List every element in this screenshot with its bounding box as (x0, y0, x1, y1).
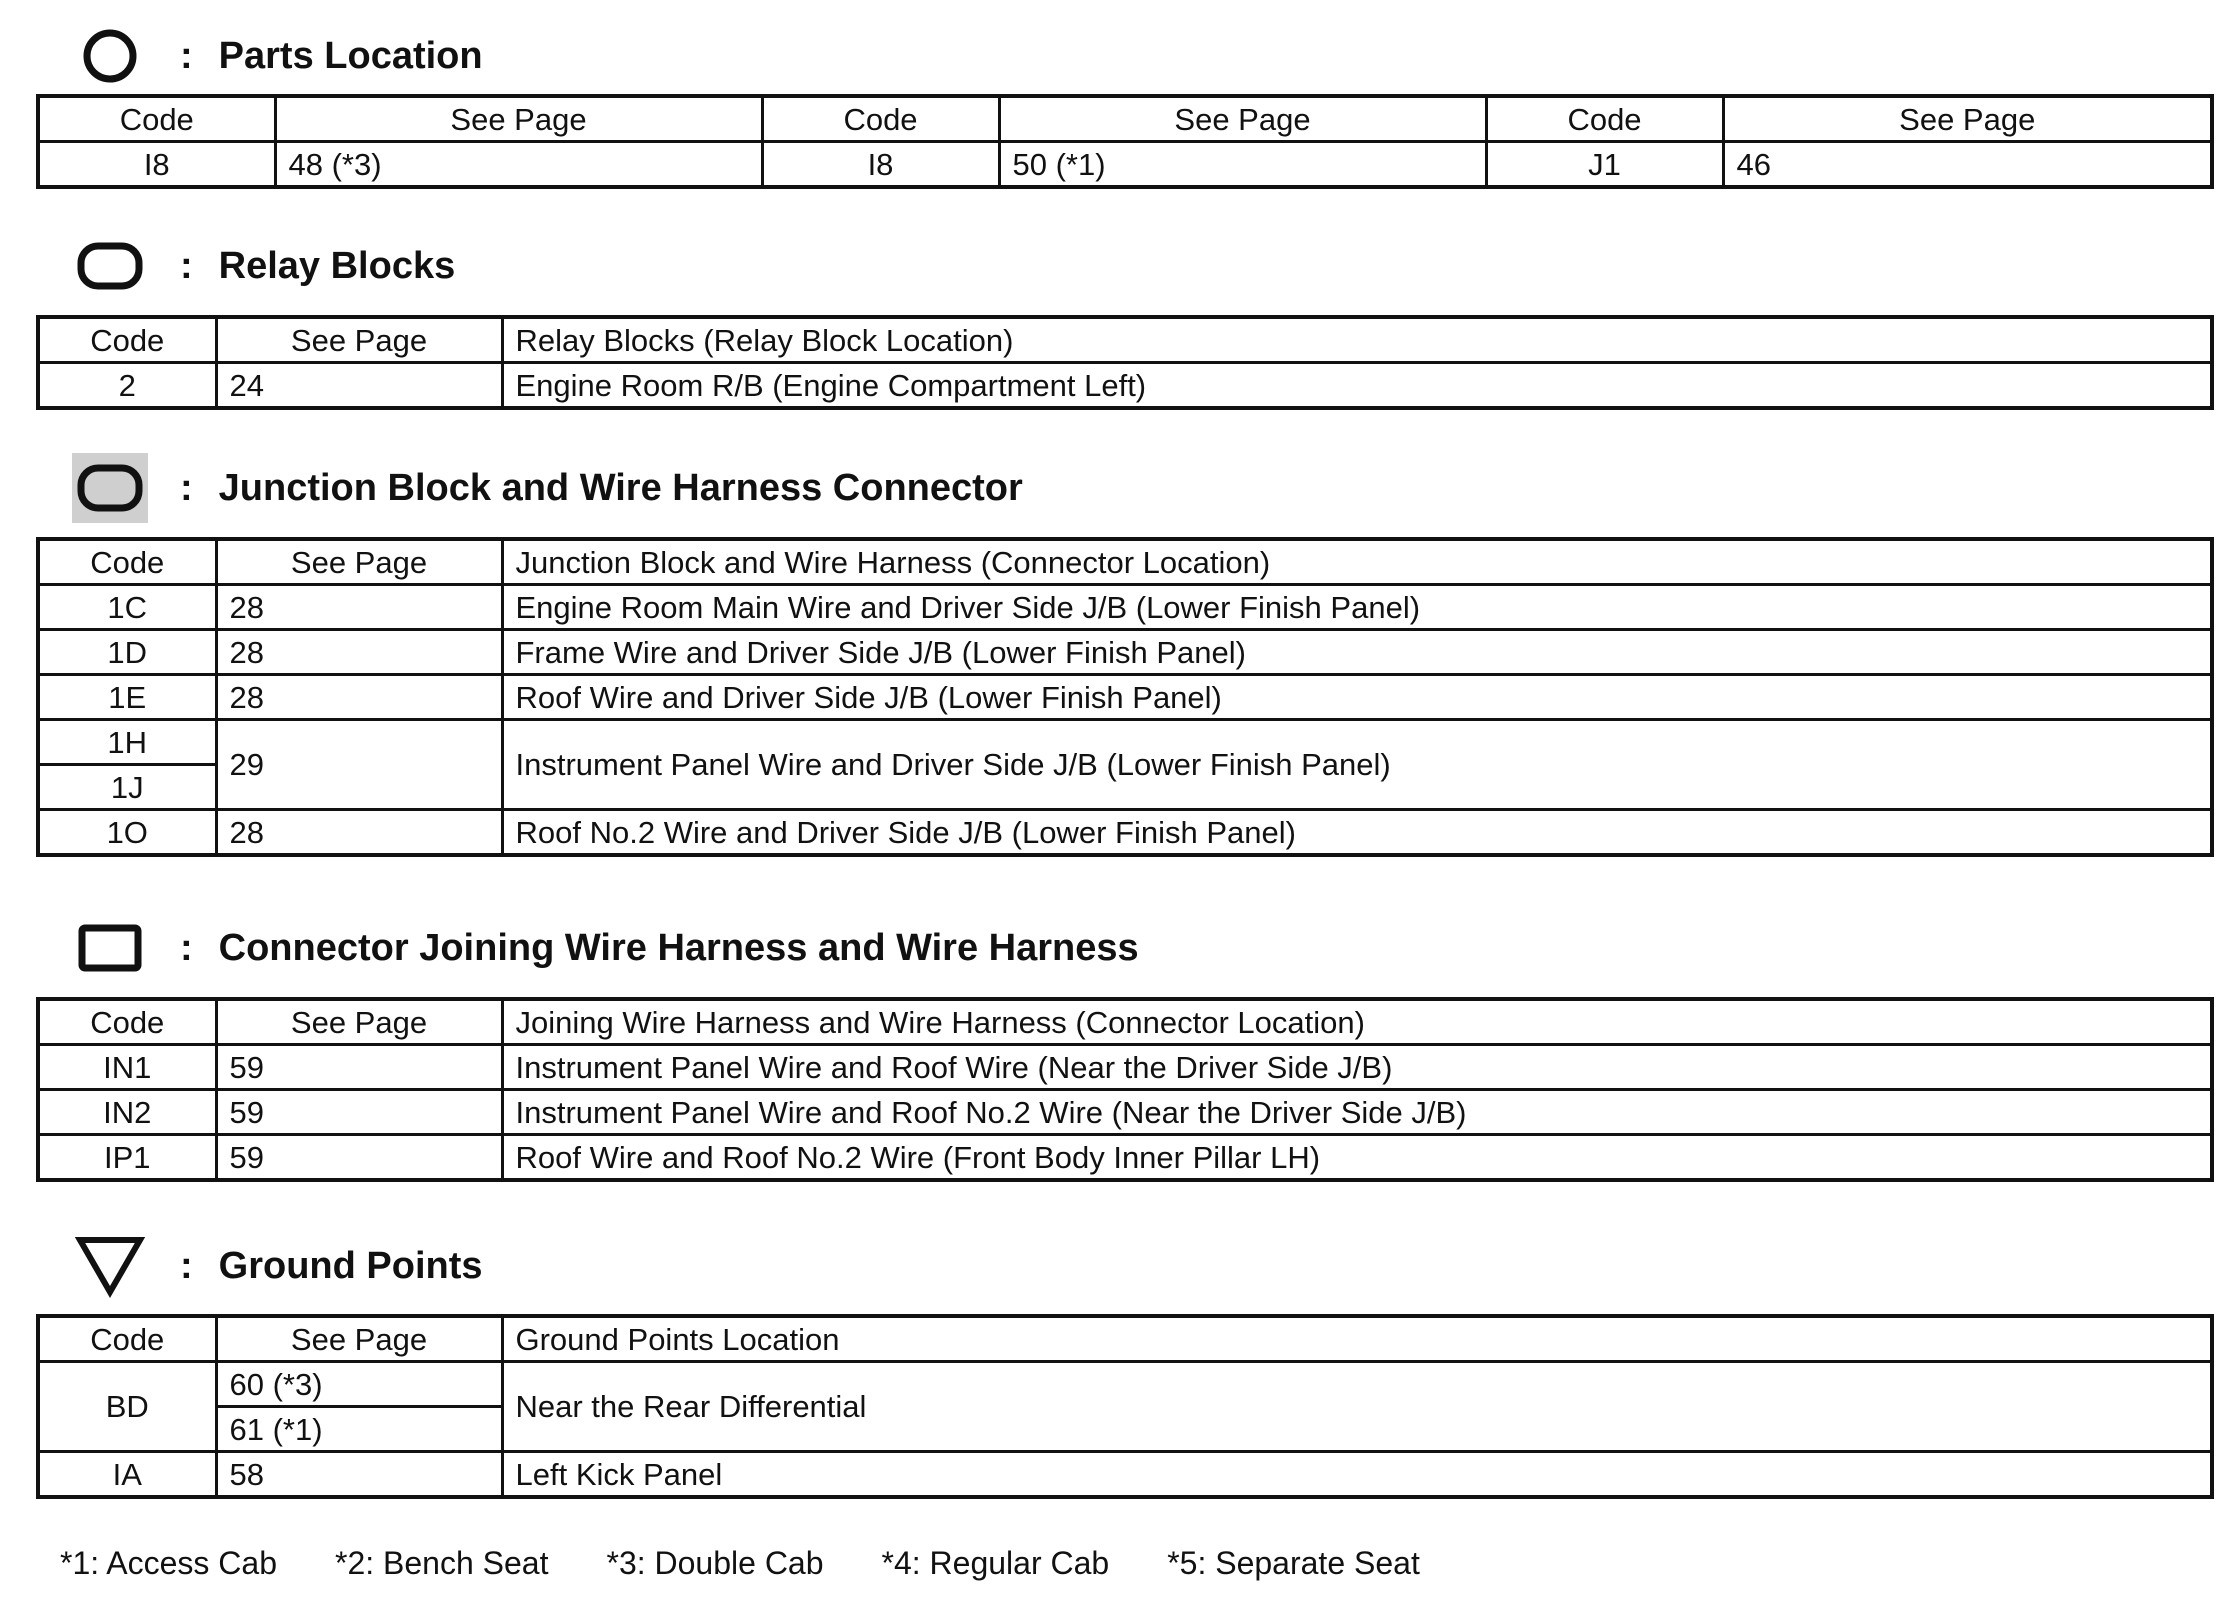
code-cell: I8 (762, 142, 999, 188)
section-title: Ground Points (218, 1244, 483, 1287)
header-location: Relay Blocks (Relay Block Location) (502, 317, 2212, 363)
header-code: Code (38, 539, 216, 585)
triangle-down-symbol-icon (68, 1226, 152, 1306)
header-code: Code (1486, 96, 1723, 142)
description-cell: Engine Room Main Wire and Driver Side J/B (Lower Finish Panel) (502, 585, 2212, 630)
header-location: Junction Block and Wire Harness (Connector Location) (502, 539, 2212, 585)
description-cell: Instrument Panel Wire and Roof Wire (Near the Driver Side J/B) (502, 1045, 2212, 1090)
table-row (38, 585, 2212, 630)
ground-points-table (36, 1314, 2214, 1499)
header-see-page: See Page (1723, 96, 2212, 142)
header-code: Code (38, 317, 216, 363)
page-cell: 60 (*3) (216, 1362, 502, 1407)
header-see-page: See Page (216, 1316, 502, 1362)
footnote: *1: Access Cab (60, 1545, 277, 1581)
footnote: *4: Regular Cab (881, 1545, 1110, 1581)
page-cell: 28 (216, 630, 502, 675)
table-header-row (38, 1316, 2212, 1362)
description-cell: Engine Room R/B (Engine Compartment Left) (502, 363, 2212, 409)
heading-colon: : (180, 34, 193, 77)
junction-block-heading (68, 448, 1023, 528)
code-cell: IA (38, 1452, 216, 1498)
page-cell: 29 (216, 720, 502, 810)
section-title: Parts Location (218, 34, 483, 77)
rounded-rect-symbol-icon (68, 226, 152, 306)
footnote: *5: Separate Seat (1167, 1545, 1420, 1581)
page-cell: 59 (216, 1090, 502, 1135)
heading-colon: : (180, 1244, 193, 1287)
footnotes (60, 1545, 1478, 1582)
relay-blocks-heading (68, 226, 455, 306)
table-row (38, 1362, 2212, 1407)
ground-points-heading (68, 1226, 483, 1306)
footnote: *2: Bench Seat (335, 1545, 549, 1581)
parts-location-table (36, 94, 2214, 189)
header-see-page: See Page (216, 539, 502, 585)
header-see-page: See Page (275, 96, 762, 142)
code-cell: IN1 (38, 1045, 216, 1090)
table-header-row (38, 999, 2212, 1045)
page-cell: 28 (216, 810, 502, 856)
code-cell: J1 (1486, 142, 1723, 188)
code-cell: IP1 (38, 1135, 216, 1181)
header-code: Code (38, 96, 275, 142)
code-cell: 1O (38, 810, 216, 856)
code-cell: 1J (38, 765, 216, 810)
relay-blocks-table (36, 315, 2214, 410)
header-code: Code (762, 96, 999, 142)
table-row (38, 1090, 2212, 1135)
header-code: Code (38, 999, 216, 1045)
table-header-row (38, 539, 2212, 585)
page-cell: 59 (216, 1135, 502, 1181)
heading-colon: : (180, 466, 193, 509)
square-symbol-icon (68, 908, 152, 988)
section-title: Junction Block and Wire Harness Connector (218, 466, 1023, 509)
section-title: Connector Joining Wire Harness and Wire Harness (218, 926, 1139, 969)
table-row (38, 1452, 2212, 1498)
code-cell: 1H (38, 720, 216, 765)
table-header-row (38, 96, 2212, 142)
header-location: Ground Points Location (502, 1316, 2212, 1362)
table-row (38, 1135, 2212, 1181)
page-cell: 28 (216, 585, 502, 630)
circle-symbol-icon (68, 16, 152, 96)
table-row (38, 363, 2212, 409)
footnote: *3: Double Cab (606, 1545, 824, 1581)
connector-joining-heading (68, 908, 1139, 988)
code-cell: IN2 (38, 1090, 216, 1135)
code-cell: BD (38, 1362, 216, 1452)
page-cell: 46 (1723, 142, 2212, 188)
section-title: Relay Blocks (218, 244, 456, 287)
code-cell: 1D (38, 630, 216, 675)
parts-location-heading (68, 16, 483, 96)
description-cell: Near the Rear Differential (502, 1362, 2212, 1452)
table-header-row (38, 317, 2212, 363)
code-cell: I8 (38, 142, 275, 188)
page-cell: 24 (216, 363, 502, 409)
connector-joining-table (36, 997, 2214, 1182)
description-cell: Instrument Panel Wire and Roof No.2 Wire (Near the Driver Side J/B) (502, 1090, 2212, 1135)
page-cell: 58 (216, 1452, 502, 1498)
table-row (38, 675, 2212, 720)
description-cell: Roof Wire and Roof No.2 Wire (Front Body Inner Pillar LH) (502, 1135, 2212, 1181)
header-location: Joining Wire Harness and Wire Harness (Connector Location) (502, 999, 2212, 1045)
heading-colon: : (180, 926, 193, 969)
header-see-page: See Page (216, 999, 502, 1045)
header-see-page: See Page (216, 317, 502, 363)
heading-colon: : (180, 244, 193, 287)
description-cell: Frame Wire and Driver Side J/B (Lower Finish Panel) (502, 630, 2212, 675)
code-cell: 2 (38, 363, 216, 409)
table-row (38, 630, 2212, 675)
description-cell: Instrument Panel Wire and Driver Side J/B (Lower Finish Panel) (502, 720, 2212, 810)
page-cell: 50 (*1) (999, 142, 1486, 188)
table-row (38, 810, 2212, 856)
table-row (38, 1045, 2212, 1090)
table-row (38, 142, 2212, 188)
page-cell: 61 (*1) (216, 1407, 502, 1452)
header-see-page: See Page (999, 96, 1486, 142)
junction-block-table (36, 537, 2214, 857)
description-cell: Left Kick Panel (502, 1452, 2212, 1498)
table-row (38, 720, 2212, 765)
code-cell: 1E (38, 675, 216, 720)
header-code: Code (38, 1316, 216, 1362)
page-cell: 48 (*3) (275, 142, 762, 188)
page-cell: 59 (216, 1045, 502, 1090)
page-cell: 28 (216, 675, 502, 720)
description-cell: Roof Wire and Driver Side J/B (Lower Finish Panel) (502, 675, 2212, 720)
code-cell: 1C (38, 585, 216, 630)
shaded-rounded-rect-symbol-icon (68, 448, 152, 528)
description-cell: Roof No.2 Wire and Driver Side J/B (Lower Finish Panel) (502, 810, 2212, 856)
